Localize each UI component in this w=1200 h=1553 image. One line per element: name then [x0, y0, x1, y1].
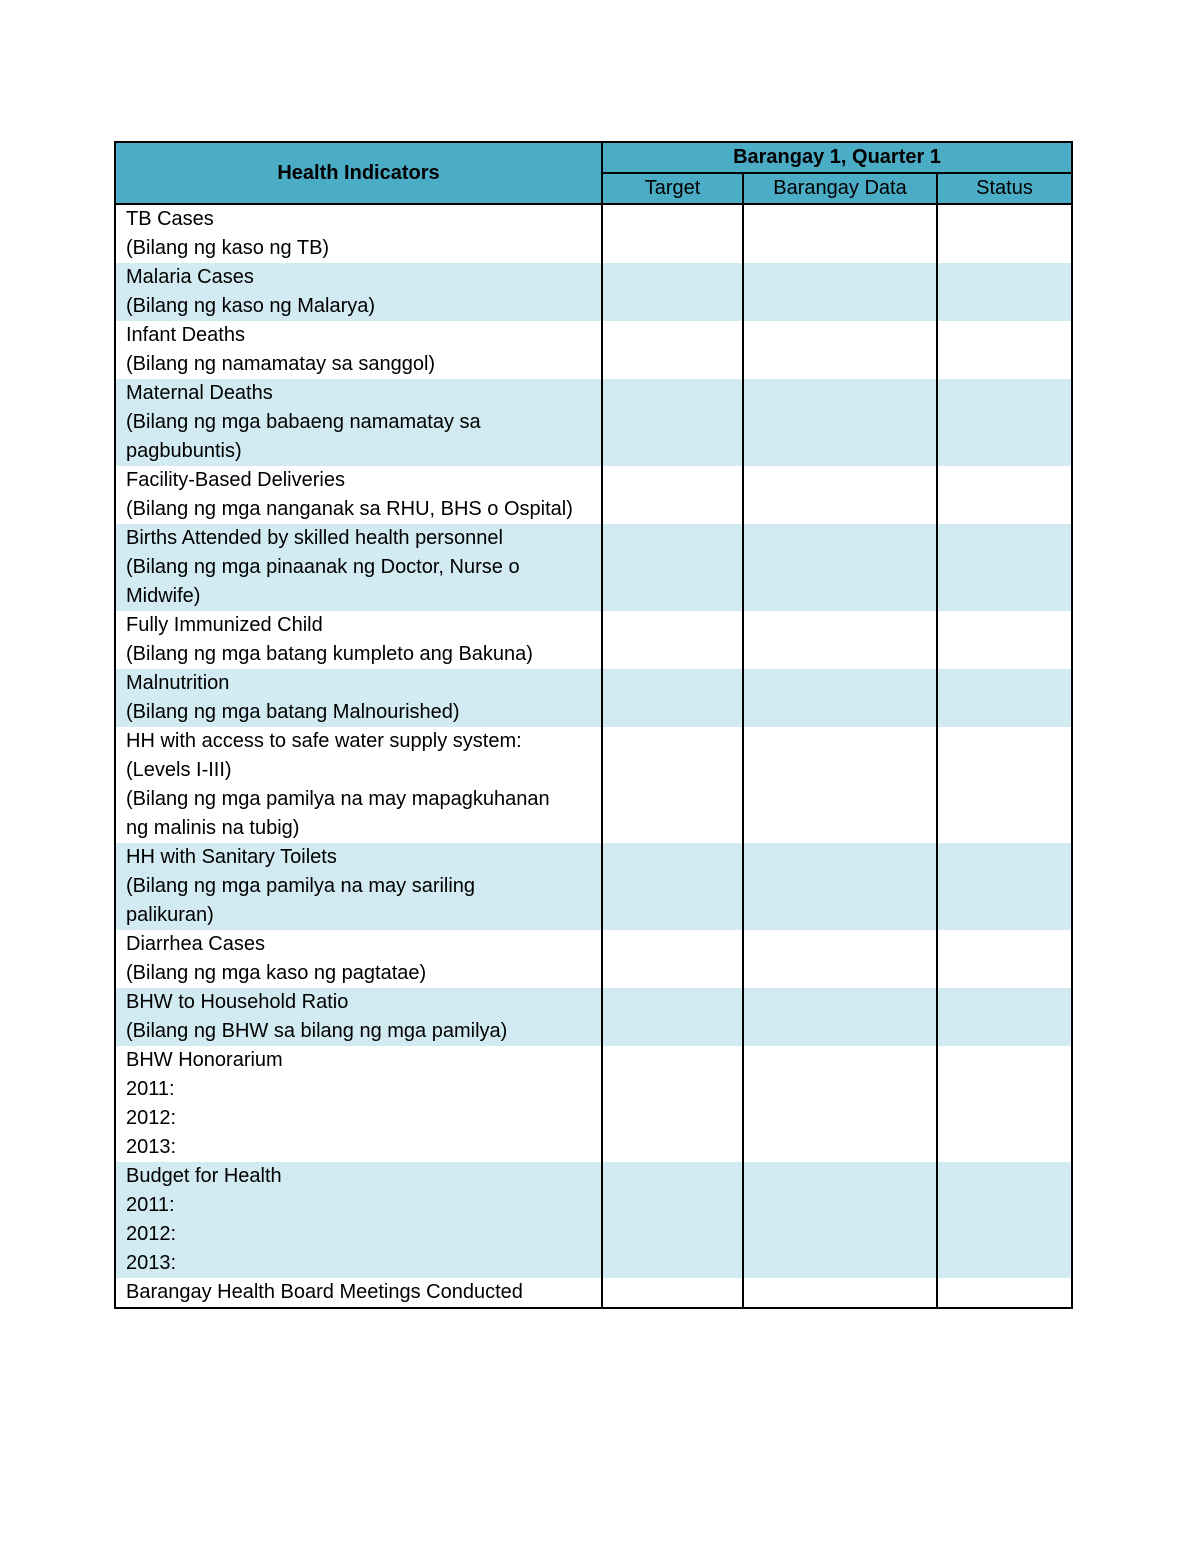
table-row — [115, 930, 1072, 988]
indicator-cell — [115, 204, 602, 263]
indicator-text: (Bilang ng mga batang kumpleto ang Bakuna) — [126, 643, 533, 665]
indicator-cell — [115, 930, 602, 988]
header-target: Target — [602, 173, 743, 204]
table-row — [115, 1162, 1072, 1278]
indicator-text: Malnutrition — [126, 672, 230, 694]
status-cell[interactable] — [937, 611, 1072, 669]
indicator-text: Fully Immunized Child — [126, 614, 323, 636]
table-row — [115, 669, 1072, 727]
status-cell[interactable] — [937, 379, 1072, 466]
status-cell[interactable] — [937, 524, 1072, 611]
indicator-cell — [115, 524, 602, 611]
indicator-text: Births Attended by skilled health personnel — [126, 527, 503, 549]
table-row — [115, 524, 1072, 611]
indicator-text: (Levels I-III) — [126, 759, 232, 781]
header-status: Status — [937, 173, 1072, 204]
barangay-data-cell[interactable] — [743, 524, 937, 611]
indicator-text: Budget for Health — [126, 1165, 282, 1187]
target-cell[interactable] — [602, 669, 743, 727]
table-row — [115, 204, 1072, 263]
indicator-cell — [115, 727, 602, 843]
indicator-text: Infant Deaths — [126, 324, 245, 346]
indicator-text: (Bilang ng mga babaeng namamatay sa — [126, 411, 481, 433]
indicator-cell — [115, 466, 602, 524]
target-cell[interactable] — [602, 843, 743, 930]
status-cell[interactable] — [937, 930, 1072, 988]
header-period: Barangay 1, Quarter 1 — [602, 142, 1072, 173]
status-cell[interactable] — [937, 466, 1072, 524]
indicator-text: Diarrhea Cases — [126, 933, 265, 955]
table-row — [115, 843, 1072, 930]
status-cell[interactable] — [937, 204, 1072, 263]
indicator-cell — [115, 1278, 602, 1308]
status-cell[interactable] — [937, 727, 1072, 843]
indicator-cell — [115, 611, 602, 669]
header-health-indicators: Health Indicators — [115, 142, 602, 204]
indicator-text: ng malinis na tubig) — [126, 817, 300, 839]
barangay-data-cell[interactable] — [743, 321, 937, 379]
table-header — [115, 142, 1072, 204]
barangay-data-cell[interactable] — [743, 1046, 937, 1162]
status-cell[interactable] — [937, 1046, 1072, 1162]
target-cell[interactable] — [602, 727, 743, 843]
target-cell[interactable] — [602, 204, 743, 263]
indicator-cell — [115, 669, 602, 727]
indicator-cell — [115, 321, 602, 379]
health-indicators-table — [114, 141, 1073, 1309]
target-cell[interactable] — [602, 379, 743, 466]
barangay-data-cell[interactable] — [743, 1162, 937, 1278]
indicator-text: Barangay Health Board Meetings Conducted — [126, 1281, 523, 1303]
status-cell[interactable] — [937, 1162, 1072, 1278]
target-cell[interactable] — [602, 1162, 743, 1278]
barangay-data-cell[interactable] — [743, 669, 937, 727]
table-row — [115, 988, 1072, 1046]
barangay-data-cell[interactable] — [743, 611, 937, 669]
target-cell[interactable] — [602, 466, 743, 524]
status-cell[interactable] — [937, 843, 1072, 930]
indicator-text: (Bilang ng mga kaso ng pagtatae) — [126, 962, 427, 984]
status-cell[interactable] — [937, 1278, 1072, 1308]
indicator-text: palikuran) — [126, 904, 214, 926]
indicator-text: 2011: — [126, 1078, 175, 1100]
indicator-text: 2011: — [126, 1194, 175, 1216]
indicator-text: Facility-Based Deliveries — [126, 469, 345, 491]
indicator-text: (Bilang ng mga pamilya na may sariling — [126, 875, 476, 897]
indicator-text: (Bilang ng mga batang Malnourished) — [126, 701, 460, 723]
indicator-text: TB Cases — [126, 208, 214, 230]
indicator-text: (Bilang ng BHW sa bilang ng mga pamilya) — [126, 1020, 508, 1042]
indicator-cell — [115, 843, 602, 930]
target-cell[interactable] — [602, 611, 743, 669]
table-row — [115, 611, 1072, 669]
indicator-text: 2012: — [126, 1223, 177, 1245]
table-row — [115, 1278, 1072, 1308]
indicator-cell — [115, 1046, 602, 1162]
indicator-text: (Bilang ng mga pinaanak ng Doctor, Nurse o — [126, 556, 520, 578]
indicator-text: pagbubuntis) — [126, 440, 242, 462]
target-cell[interactable] — [602, 263, 743, 321]
table-row — [115, 1046, 1072, 1162]
barangay-data-cell[interactable] — [743, 1278, 937, 1308]
barangay-data-cell[interactable] — [743, 930, 937, 988]
status-cell[interactable] — [937, 263, 1072, 321]
target-cell[interactable] — [602, 321, 743, 379]
indicator-text: HH with Sanitary Toilets — [126, 846, 337, 868]
indicator-text: BHW to Household Ratio — [126, 991, 349, 1013]
indicator-text: Midwife) — [126, 585, 201, 607]
indicator-text: (Bilang ng mga nanganak sa RHU, BHS o Ospital) — [126, 498, 573, 520]
indicator-text: BHW Honorarium — [126, 1049, 283, 1071]
table-row — [115, 321, 1072, 379]
table-row — [115, 379, 1072, 466]
barangay-data-cell[interactable] — [743, 843, 937, 930]
target-cell[interactable] — [602, 930, 743, 988]
target-cell[interactable] — [602, 1046, 743, 1162]
indicator-cell — [115, 379, 602, 466]
status-cell[interactable] — [937, 321, 1072, 379]
indicator-cell — [115, 1162, 602, 1278]
table-row — [115, 466, 1072, 524]
indicator-text: HH with access to safe water supply system: — [126, 730, 522, 752]
status-cell[interactable] — [937, 988, 1072, 1046]
target-cell[interactable] — [602, 524, 743, 611]
target-cell[interactable] — [602, 988, 743, 1046]
indicator-cell — [115, 263, 602, 321]
indicator-text: (Bilang ng mga pamilya na may mapagkuhanan — [126, 788, 550, 810]
barangay-data-cell[interactable] — [743, 263, 937, 321]
indicator-text: 2013: — [126, 1136, 177, 1158]
barangay-data-cell[interactable] — [743, 727, 937, 843]
indicator-text: Malaria Cases — [126, 266, 254, 288]
barangay-data-cell[interactable] — [743, 988, 937, 1046]
table-row — [115, 263, 1072, 321]
target-cell[interactable] — [602, 1278, 743, 1308]
barangay-data-cell[interactable] — [743, 204, 937, 263]
table-row — [115, 727, 1072, 843]
indicator-text: 2013: — [126, 1252, 177, 1274]
indicator-text: (Bilang ng namamatay sa sanggol) — [126, 353, 436, 375]
status-cell[interactable] — [937, 669, 1072, 727]
indicator-cell — [115, 988, 602, 1046]
barangay-data-cell[interactable] — [743, 466, 937, 524]
table-body — [115, 204, 1072, 1308]
indicator-text: Maternal Deaths — [126, 382, 273, 404]
barangay-data-cell[interactable] — [743, 379, 937, 466]
indicator-text: (Bilang ng kaso ng Malarya) — [126, 295, 376, 317]
header-barangay-data: Barangay Data — [743, 173, 937, 204]
indicator-text: 2012: — [126, 1107, 177, 1129]
indicator-text: (Bilang ng kaso ng TB) — [126, 237, 330, 259]
